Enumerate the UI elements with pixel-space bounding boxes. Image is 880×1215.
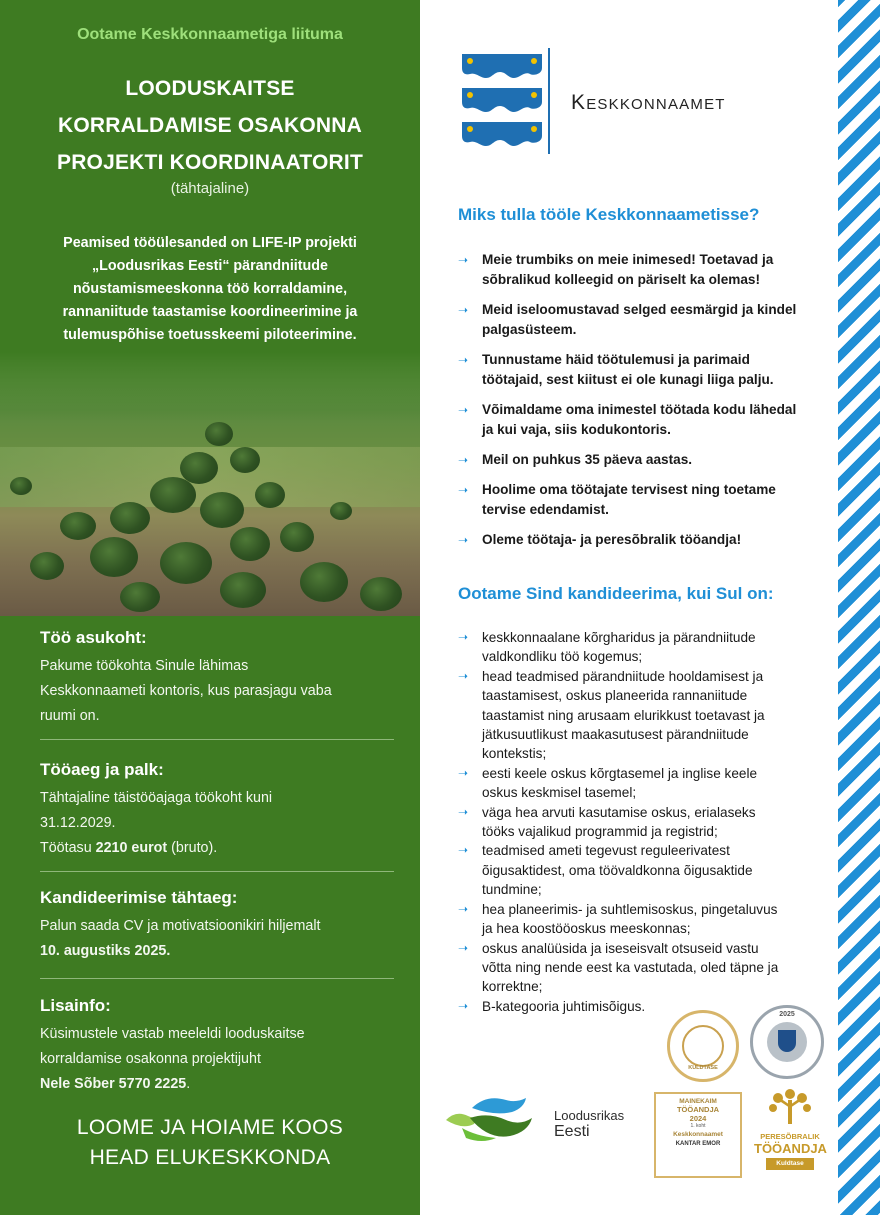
- loodusrikas-logo-icon: [442, 1088, 552, 1148]
- list-item-text: oskus analüüsida ja iseseisvalt otsuseid vastu: [482, 940, 759, 956]
- badge-text: KULDTASE: [688, 1065, 718, 1071]
- deadline-section: [40, 888, 395, 964]
- list-item-text: ja kui vaja, siis kodukontoris.: [482, 422, 671, 437]
- tree-icon: [768, 1088, 812, 1124]
- organization-name: Keskkonnaamet: [571, 91, 726, 114]
- deadline-line: Palun saada CV ja motivatsioonikiri hiljemalt: [40, 918, 321, 934]
- list-item-text: sõbralikud kolleegid on päriselt ka olemas!: [482, 272, 761, 287]
- face-icon: [682, 1025, 724, 1067]
- logo-divider: [548, 48, 550, 154]
- list-item-text: eesti keele oskus kõrgtasemel ja inglise keele: [482, 765, 758, 781]
- landscape-photo: [0, 352, 420, 616]
- list-item-text: oskus keskmisel tasemel;: [482, 785, 637, 801]
- mainekaim-text: TÖÖANDJA: [676, 1105, 720, 1114]
- loodusrikas-name: [554, 1108, 624, 1140]
- tagline: Ootame Keskkonnaametiga liituma: [77, 26, 343, 43]
- worktime-line: Tähtajaline täistööajaga töökoht kuni: [40, 790, 273, 806]
- list-item: [458, 480, 808, 520]
- list-item-text: head teadmised pärandniitude hooldamisest ja: [482, 668, 764, 684]
- mainekaim-text: Keskkonnaamet: [673, 1131, 723, 1138]
- deadline-text: [40, 914, 395, 964]
- divider: [40, 871, 394, 872]
- salary-amount: 2210 eurot: [95, 840, 168, 856]
- slogan-line: LOOME JA HOIAME KOOS: [76, 1116, 344, 1139]
- badge-year: 2025: [779, 1011, 795, 1018]
- list-item-text: taastamist ning arusaam elurikkust toetavast ja: [482, 707, 765, 723]
- healthy-employer-badge: [667, 1010, 739, 1082]
- salary-suffix: (bruto).: [167, 840, 218, 856]
- list-item: [458, 667, 808, 764]
- worktime-heading: Tööaeg ja palk:: [40, 760, 164, 779]
- list-item-text: õigusaktidest, oma töövaldkonna õigusaktide: [482, 862, 753, 878]
- job-title-line: PROJEKTI KOORDINAATORIT: [56, 151, 363, 174]
- arrow-right-icon: ➝: [458, 668, 469, 683]
- list-item-text: hea planeerimis- ja suhtlemisoskus, pingetaluvus: [482, 901, 778, 917]
- list-item-text: kontekstis;: [482, 746, 547, 762]
- mainekaim-text: 1. koht: [690, 1123, 706, 1129]
- list-item: [458, 803, 808, 842]
- list-item-text: Meid iseloomustavad selged eesmärgid ja kindel: [482, 302, 797, 317]
- list-item-text: tööks vajalikud programmid ja registrid;: [482, 824, 718, 840]
- list-item-text: Tunnustame häid töötulemusi ja parimaid: [482, 352, 750, 367]
- arrow-right-icon: ➝: [458, 353, 469, 367]
- slogan: [0, 1113, 420, 1173]
- list-item: [458, 628, 808, 667]
- mainekaim-text: KANTAR EMOR: [675, 1141, 721, 1147]
- arrow-right-icon: ➝: [458, 940, 469, 955]
- arrow-right-icon: ➝: [458, 843, 469, 858]
- location-heading: Töö asukoht:: [40, 628, 147, 647]
- salary-prefix: Töötasu: [40, 840, 96, 856]
- why-title: Miks tulla tööle Keskkonnaametisse?: [458, 205, 760, 224]
- loodusrikas-line: Eesti: [554, 1123, 590, 1140]
- location-line: Keskkonnaameti kontoris, kus parasjagu vaba: [40, 683, 332, 699]
- list-item-text: Võimaldame oma inimestel töötada kodu lähedal: [482, 402, 797, 417]
- list-item: [458, 939, 808, 997]
- list-item-text: ja hea koostööoskus meeskonnas;: [482, 921, 691, 937]
- list-item-text: töötajaid, sest kiitust ei ole kunagi liiga palju.: [482, 372, 774, 387]
- list-item: [458, 350, 808, 390]
- location-line: Pakume töökohta Sinule lähimas: [40, 658, 249, 674]
- list-item-text: palgasüsteem.: [482, 322, 577, 337]
- arrow-right-icon: ➝: [458, 765, 469, 780]
- loodusrikas-line: Loodusrikas: [554, 1108, 625, 1123]
- list-item: [458, 841, 808, 899]
- mainekaim-text: MAINEKAIM: [679, 1098, 717, 1105]
- arrow-right-icon: ➝: [458, 253, 469, 267]
- job-title-line: LOODUSKAITSE: [125, 77, 295, 100]
- mainekaim-badge: [654, 1092, 742, 1178]
- location-section: [40, 628, 395, 729]
- list-item: [458, 450, 808, 470]
- arrow-right-icon: ➝: [458, 901, 469, 916]
- shield-icon: [778, 1030, 796, 1052]
- extra-line: Küsimustele vastab meeleldi looduskaitse: [40, 1026, 305, 1042]
- peres-text: PERESÕBRALIK: [760, 1132, 820, 1141]
- arrow-right-icon: ➝: [458, 630, 469, 644]
- list-item-text: Oleme töötaja- ja peresõbralik tööandja!: [482, 532, 742, 547]
- arrow-right-icon: ➝: [458, 533, 469, 547]
- list-item: [458, 250, 808, 290]
- why-list: [458, 250, 808, 560]
- arrow-right-icon: ➝: [458, 303, 469, 317]
- worktime-text: [40, 786, 395, 861]
- list-item-text: teadmised ameti tegevust reguleerivatest: [482, 843, 730, 859]
- defence-badge: [750, 1005, 824, 1079]
- extra-text: [40, 1022, 395, 1097]
- arrow-right-icon: ➝: [458, 403, 469, 417]
- tasks-description: [45, 232, 375, 347]
- deadline-heading: Kandideerimise tähtaeg:: [40, 888, 238, 907]
- job-title-line: KORRALDAMISE OSAKONNA: [57, 114, 363, 137]
- list-item: [458, 764, 808, 803]
- location-text: [40, 654, 395, 729]
- list-item-text: B-kategooria juhtimisõigus.: [482, 998, 646, 1014]
- list-item-text: väga hea arvuti kasutamise oskus, erialaseks: [482, 804, 756, 820]
- list-item: [458, 300, 808, 340]
- location-line: ruumi on.: [40, 708, 100, 724]
- list-item-text: jätkusuutlikust maakasutusest pärandniitude: [482, 727, 749, 743]
- tasks-line: „Loodusrikas Eesti“ pärandniitude: [92, 258, 328, 274]
- worktime-section: [40, 760, 395, 861]
- divider: [40, 739, 394, 740]
- peres-text: Kuldtase: [766, 1158, 814, 1170]
- slogan-line: HEAD ELUKESKKONDA: [89, 1146, 331, 1169]
- tasks-line: nõustamismeeskonna töö korraldamine,: [72, 281, 348, 297]
- contact-person: Nele Sõber 5770 2225: [40, 1076, 187, 1092]
- list-item-text: võtta ning nende eest ka vastutada, oled täpne ja: [482, 959, 779, 975]
- job-title: [0, 70, 420, 181]
- tasks-line: rannaniitude taastamise koordineerimine ja: [62, 304, 358, 320]
- divider: [40, 978, 394, 979]
- left-panel: [0, 0, 420, 1215]
- family-friendly-badge: [754, 1088, 826, 1180]
- list-item: [458, 400, 808, 440]
- arrow-right-icon: ➝: [458, 804, 469, 819]
- worktime-line: 31.12.2029.: [40, 815, 116, 831]
- contact-suffix: .: [186, 1076, 191, 1092]
- list-item-text: tervise edendamist.: [482, 502, 609, 517]
- tasks-line: tulemuspõhise toetusskeemi piloteerimine.: [63, 327, 357, 343]
- peres-text: TÖÖANDJA: [754, 1141, 827, 1156]
- tasks-line: Peamised tööülesanded on LIFE-IP projekti: [63, 235, 357, 251]
- extra-line: korraldamise osakonna projektijuht: [40, 1051, 261, 1067]
- list-item: [458, 900, 808, 939]
- list-item-text: taastamisest, oskus planeerida rannaniitude: [482, 688, 748, 704]
- list-item-text: tundmine;: [482, 882, 542, 898]
- candidate-list: [458, 628, 808, 1016]
- list-item: [458, 530, 808, 550]
- candidate-title: Ootame Sind kandideerima, kui Sul on:: [458, 584, 774, 603]
- list-item-text: korrektne;: [482, 979, 543, 995]
- arrow-right-icon: ➝: [458, 453, 469, 467]
- arrow-right-icon: ➝: [458, 483, 469, 497]
- list-item-text: keskkonnaalane kõrgharidus ja pärandniitude: [482, 630, 756, 645]
- extra-heading: Lisainfo:: [40, 996, 111, 1015]
- list-item-text: Meie trumbiks on meie inimesed! Toetavad ja: [482, 252, 774, 267]
- extra-info-section: [40, 996, 395, 1097]
- list-item-text: Meil on puhkus 35 päeva aastas.: [482, 452, 693, 467]
- list-item-text: valdkondliku töö kogemus;: [482, 649, 643, 665]
- job-type: (tähtajaline): [170, 180, 250, 197]
- arrow-right-icon: ➝: [458, 998, 469, 1013]
- list-item-text: Hoolime oma töötajate tervisest ning toetame: [482, 482, 776, 497]
- mainekaim-text: 2024: [689, 1114, 707, 1123]
- deadline-date: 10. augustiks 2025.: [40, 943, 171, 959]
